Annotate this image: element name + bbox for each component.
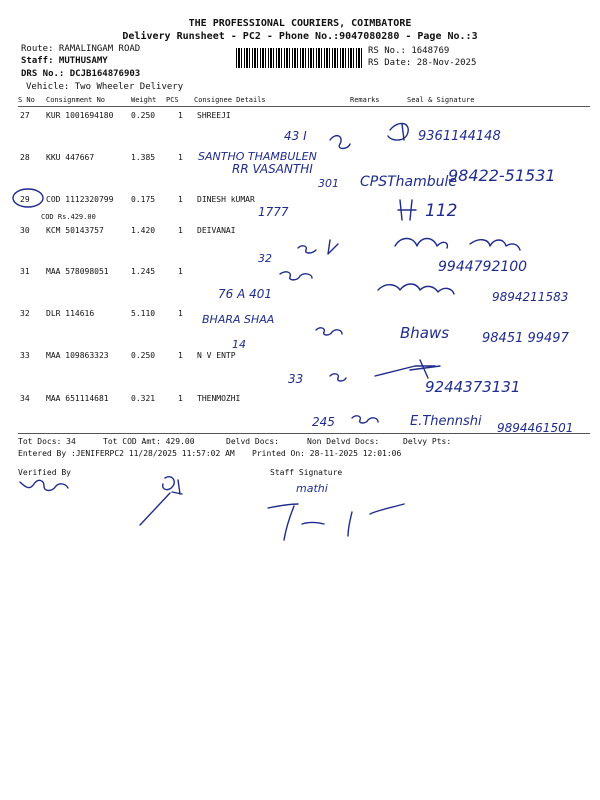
row-weight: 0.175 xyxy=(131,195,156,204)
hand-r27-address: 43 I xyxy=(284,129,307,143)
cod-amount-note: COD Rs.429.00 xyxy=(41,213,96,221)
row-consignment: MAA 578098051 xyxy=(46,267,109,276)
row-sno: 32 xyxy=(20,309,30,318)
row-weight: 1.385 xyxy=(131,153,156,162)
row-consignee: SHREEJI xyxy=(197,111,231,120)
row-weight: 1.245 xyxy=(131,267,156,276)
row-consignment: KKU 447667 xyxy=(46,153,95,162)
hand-r28-signature: CPSThambule xyxy=(360,174,458,190)
hand-r29-door: 1777 xyxy=(258,205,289,219)
hand-r33-door: 33 xyxy=(288,372,304,386)
row-consignment: KUR 1001694180 xyxy=(46,111,114,120)
hand-r29-number: 112 xyxy=(425,201,458,221)
row-consignment: DLR 114616 xyxy=(46,309,95,318)
non-delivered-docs: Non Delvd Docs: xyxy=(307,437,380,446)
row-consignment: KCM 50143757 xyxy=(46,226,104,235)
hand-r33-scribble xyxy=(330,374,346,381)
row-pcs: 1 xyxy=(178,394,183,403)
hand-r34-signature: E.Thennshi xyxy=(410,414,482,429)
col-seal-signature: Seal & Signature xyxy=(407,96,475,104)
route-label: Route: RAMALINGAM ROAD xyxy=(21,44,141,54)
staff-label: Staff: MUTHUSAMY xyxy=(21,56,108,66)
row-sno: 31 xyxy=(20,267,30,276)
row-pcs: 1 xyxy=(178,309,183,318)
runsheet-subtitle: Delivery Runsheet - PC2 - Phone No.:9047080280 - Page No.:3 xyxy=(122,31,478,42)
row-consignee: DINESH kUMAR xyxy=(197,195,255,204)
hand-r28-name: SANTHO THAMBULEN xyxy=(198,150,317,163)
hand-r27-phone: 9361144148 xyxy=(418,129,501,144)
hand-r31-scribble xyxy=(280,272,312,280)
verified-signature-2 xyxy=(140,477,182,525)
col-pcs: PCS xyxy=(166,96,179,104)
row-pcs: 1 xyxy=(178,351,183,360)
hand-r34-scribble xyxy=(352,416,378,423)
col-weight: Weight xyxy=(131,96,157,104)
row-pcs: 1 xyxy=(178,111,183,120)
col-remarks: Remarks xyxy=(350,96,380,104)
col-consignee: Consignee Details xyxy=(194,96,266,104)
hand-r30-door: 32 xyxy=(258,252,272,265)
row-29-circle-mark xyxy=(13,189,43,207)
hand-r33-phone: 9244373131 xyxy=(425,378,521,396)
hand-r28-name2: RR VASANTHI xyxy=(232,162,313,176)
drs-label: DRS No.: DCJB164876903 xyxy=(21,69,141,79)
hand-r32-scribble xyxy=(316,328,342,335)
hand-r30-signature xyxy=(395,239,520,251)
hand-r28-door: 301 xyxy=(318,177,339,190)
row-weight: 0.250 xyxy=(131,111,156,120)
verified-signature-1 xyxy=(20,480,68,490)
hand-r27-scribble xyxy=(330,136,350,149)
row-consignment: MAA 651114681 xyxy=(46,394,109,403)
staff-signature-label: Staff Signature xyxy=(270,468,343,477)
verified-by-label: Verified By xyxy=(18,468,71,477)
row-consignee: DEIVANAI xyxy=(197,226,236,235)
row-weight: 0.321 xyxy=(131,394,156,403)
row-sno: 27 xyxy=(20,111,30,120)
row-sno: 33 xyxy=(20,351,30,360)
hand-r31-phone: 9894211583 xyxy=(492,290,569,304)
staff-signature-name: mathi xyxy=(296,482,328,495)
row-pcs: 1 xyxy=(178,267,183,276)
row-consignee: THENMOZHI xyxy=(197,394,241,403)
row-sno: 29 xyxy=(20,195,30,204)
hand-r31-signature xyxy=(378,284,454,294)
hand-r32-signature: Bhaws xyxy=(400,324,450,342)
hand-r32-phone: 98451 99497 xyxy=(482,331,569,346)
hand-r31-door: 76 A 401 xyxy=(218,287,273,301)
staff-signature xyxy=(268,504,404,540)
signature-mark xyxy=(388,123,408,140)
vehicle-label: Vehicle: Two Wheeler Delivery xyxy=(26,82,184,92)
total-cod-amount: Tot COD Amt: 429.00 xyxy=(103,437,195,446)
hand-r32-name: BHARA SHAA xyxy=(202,313,275,326)
row-consignment: COD 1112320799 xyxy=(46,195,114,204)
row-sno: 30 xyxy=(20,226,30,235)
row-weight: 1.420 xyxy=(131,226,156,235)
hand-r34-phone: 9894461501 xyxy=(497,421,574,435)
delivery-points: Delvy Pts: xyxy=(403,437,452,446)
row-weight: 5.110 xyxy=(131,309,156,318)
row-pcs: 1 xyxy=(178,153,183,162)
hand-r33-signature xyxy=(375,360,440,378)
hand-r28-phone: 98422-51531 xyxy=(448,166,556,185)
hand-r32-door: 14 xyxy=(232,338,246,351)
row-weight: 0.250 xyxy=(131,351,156,360)
row-pcs: 1 xyxy=(178,226,183,235)
row-consignee: N V ENTP xyxy=(197,351,236,360)
delivered-docs: Delvd Docs: xyxy=(226,437,279,446)
row-sno: 28 xyxy=(20,153,30,162)
rs-number: RS No.: 1648769 xyxy=(368,46,450,56)
printed-on: Printed On: 28-11-2025 12:01:06 xyxy=(252,449,402,458)
hand-r30-phone: 9944792100 xyxy=(438,259,528,275)
company-title: THE PROFESSIONAL COURIERS, COIMBATORE xyxy=(188,18,412,29)
rs-date: RS Date: 28-Nov-2025 xyxy=(368,58,477,68)
entered-by: Entered By :JENIFERPC2 11/28/2025 11:57:02 AM xyxy=(18,449,235,458)
total-docs: Tot Docs: 34 xyxy=(18,437,76,446)
row-sno: 34 xyxy=(20,394,30,403)
hand-r34-door: 245 xyxy=(312,415,335,429)
col-sno: S No xyxy=(18,96,35,104)
row-pcs: 1 xyxy=(178,195,183,204)
signature-mark xyxy=(398,200,416,220)
hand-r30-scribble xyxy=(298,240,338,254)
col-consignment: Consignment No xyxy=(46,96,106,104)
row-consignment: MAA 109863323 xyxy=(46,351,109,360)
